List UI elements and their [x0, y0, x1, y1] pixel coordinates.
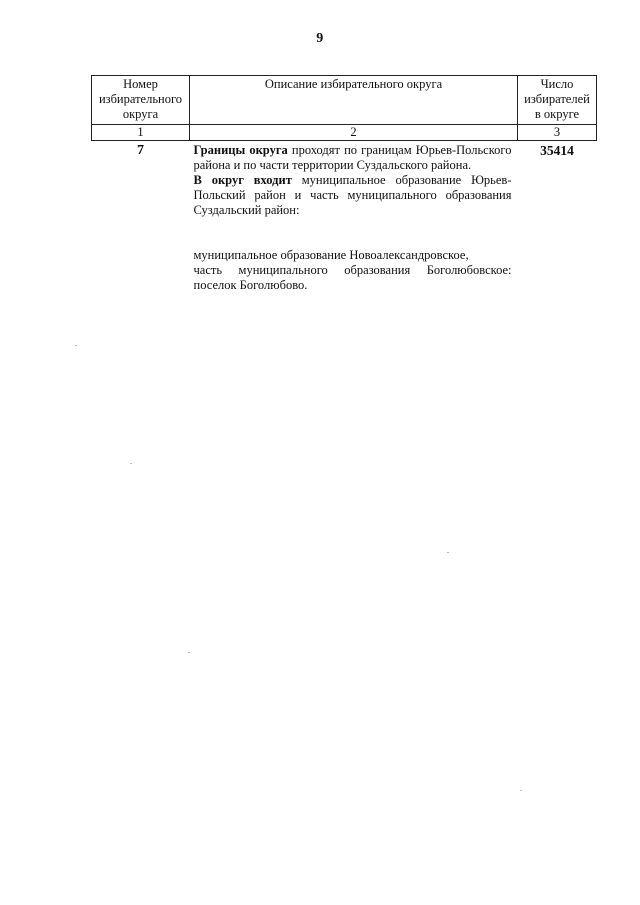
entry-item: муниципальное образование Новоалександровское,	[193, 248, 469, 262]
district-number: 7	[137, 143, 144, 158]
district-description	[190, 141, 518, 294]
table-row	[92, 141, 597, 294]
header-description: Описание избирательного округа	[190, 76, 518, 125]
scan-speck	[447, 552, 449, 553]
boundaries-paragraph	[194, 143, 512, 173]
voters-count: 35414	[540, 143, 574, 158]
column-index-1: 1	[92, 125, 190, 141]
boundaries-lead: Границы округа	[193, 143, 288, 157]
composition-lead: В округ входит	[193, 173, 292, 187]
column-index-row	[92, 125, 597, 141]
scan-speck	[188, 652, 190, 653]
composition-text: муниципальное образование Юрьев-Польский район и часть муниципального образования Суздальский район:	[193, 173, 512, 217]
districts-table	[91, 75, 597, 293]
entry-item: часть муниципального образования Боголюбовское: поселок Боголюбово.	[193, 263, 512, 292]
scan-speck	[75, 345, 77, 346]
composition-paragraph	[194, 173, 512, 218]
boundaries-text: проходят по границам Юрьев-Польского района и по части территории Суздальского района.	[193, 143, 512, 172]
column-index-3: 3	[518, 125, 597, 141]
header-district-number: Номер избирательного округа	[92, 76, 190, 125]
scan-speck	[520, 790, 522, 791]
column-index-2: 2	[190, 125, 518, 141]
scan-speck	[130, 463, 132, 464]
table-header-row	[92, 76, 597, 125]
header-voters: Число избирателей в округе	[518, 76, 597, 125]
paragraph-spacer	[194, 218, 512, 248]
page-number: 9	[316, 31, 324, 46]
